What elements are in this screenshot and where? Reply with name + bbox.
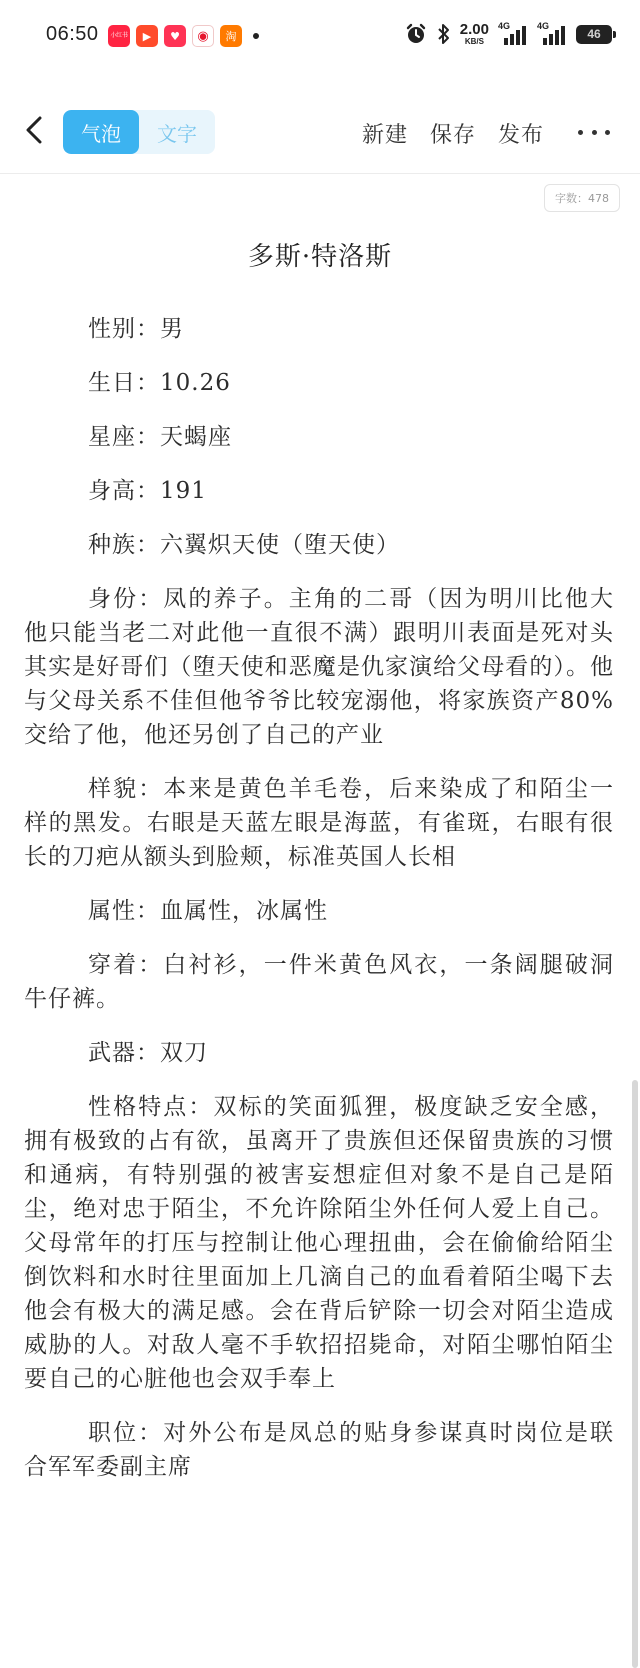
heart-app-icon: ♥ [164,25,186,47]
weibo-icon: ◉ [192,25,214,47]
network-speed [460,22,489,46]
paragraph-personality: 性格特点：双标的笑面狐狸，极度缺乏安全感，拥有极致的占有欲，虽离开了贵族但还保留贵族的习惯和通病，有特别强的被害妄想症但对象不是自己是陌尘，绝对忠于陌尘，不允许除陌尘外任何人爱上自己。父母常年的打压与控制让他心理扭曲，会在偷偷给陌尘倒饮料和水时往里面加上几滴自己的血看着陌尘喝下去他会有极大的满足感。会在背后铲除一切会对陌尘造成威胁的人。对敌人毫不手软招招毙命，对陌尘哪怕陌尘要自己的心脏他也会双手奉上 [24,1094,614,1392]
chevron-left-icon [20,114,52,146]
paragraph-race: 种族：六翼炽天使（堕天使） [88,532,400,558]
signal-4g-icon-2 [537,23,567,45]
more-options-icon[interactable] [578,126,610,138]
network-speed-value: 2.00 [459,21,489,38]
save-button[interactable]: 保存 [429,123,476,148]
paragraph-attributes: 属性：血属性，冰属性 [88,898,328,924]
tab-text[interactable]: 文字 [157,121,197,146]
signal-1-label: 4G [498,21,511,31]
paragraph-identity: 身份：凤的养子。主角的二哥（因为明川比他大他只能当老二对此他一直很不满）跟明川表面是死对头其实是好哥们（堕天使和恶魔是仇家演给父母看的）。他与父母关系不佳但他爷爷比较宠溺他，将家族资产80%交给了他，他还另创了自己的产业 [24,586,614,748]
editor-toolbar [0,100,640,174]
back-button[interactable] [20,114,52,146]
toolbar-actions [362,118,544,149]
tab-bubble[interactable]: 气泡 [63,110,139,154]
paragraph-birthday: 生日：10.26 [88,370,231,396]
new-button[interactable]: 新建 [361,123,408,148]
taobao-icon: 淘 [220,25,242,47]
xiaohongshu-icon: 小红书 [108,25,130,47]
status-bar [0,0,640,72]
video-play-icon: ▶ [136,25,158,47]
battery-icon [576,25,612,44]
mode-switch [63,110,215,154]
paragraph-zodiac: 星座：天蝎座 [88,424,232,450]
document-title[interactable]: 多斯·特洛斯 [247,242,393,272]
signal-2-label: 4G [537,21,550,31]
word-count-badge: 字数：478 [544,184,620,212]
document-body[interactable] [24,312,614,1504]
paragraph-gender: 性别：男 [88,316,184,342]
vertical-scrollbar[interactable] [632,1080,638,1668]
network-speed-unit: KB/S [464,37,484,46]
battery-level: 46 [587,27,601,41]
paragraph-height: 身高：191 [88,478,207,504]
publish-button[interactable]: 发布 [497,123,544,148]
more-notifications-dot-icon [253,33,259,39]
notification-app-icons [108,25,259,47]
paragraph-position: 职位：对外公布是凤总的贴身参谋真时岗位是联合军军委副主席 [24,1420,614,1480]
paragraph-weapon: 武器：双刀 [88,1040,208,1066]
paragraph-appearance: 样貌：本来是黄色羊毛卷，后来染成了和陌尘一样的黑发。右眼是天蓝左眼是海蓝，有雀斑，右眼有很长的刀疤从额头到脸颊，标准英国人长相 [24,776,614,870]
signal-4g-icon [498,23,528,45]
status-time: 06:50 [46,23,99,45]
bluetooth-icon [437,23,451,45]
paragraph-clothing: 穿着：白衬衫，一件米黄色风衣，一条阔腿破洞牛仔裤。 [24,952,614,1012]
status-indicators [404,22,612,46]
alarm-clock-icon [404,22,428,46]
